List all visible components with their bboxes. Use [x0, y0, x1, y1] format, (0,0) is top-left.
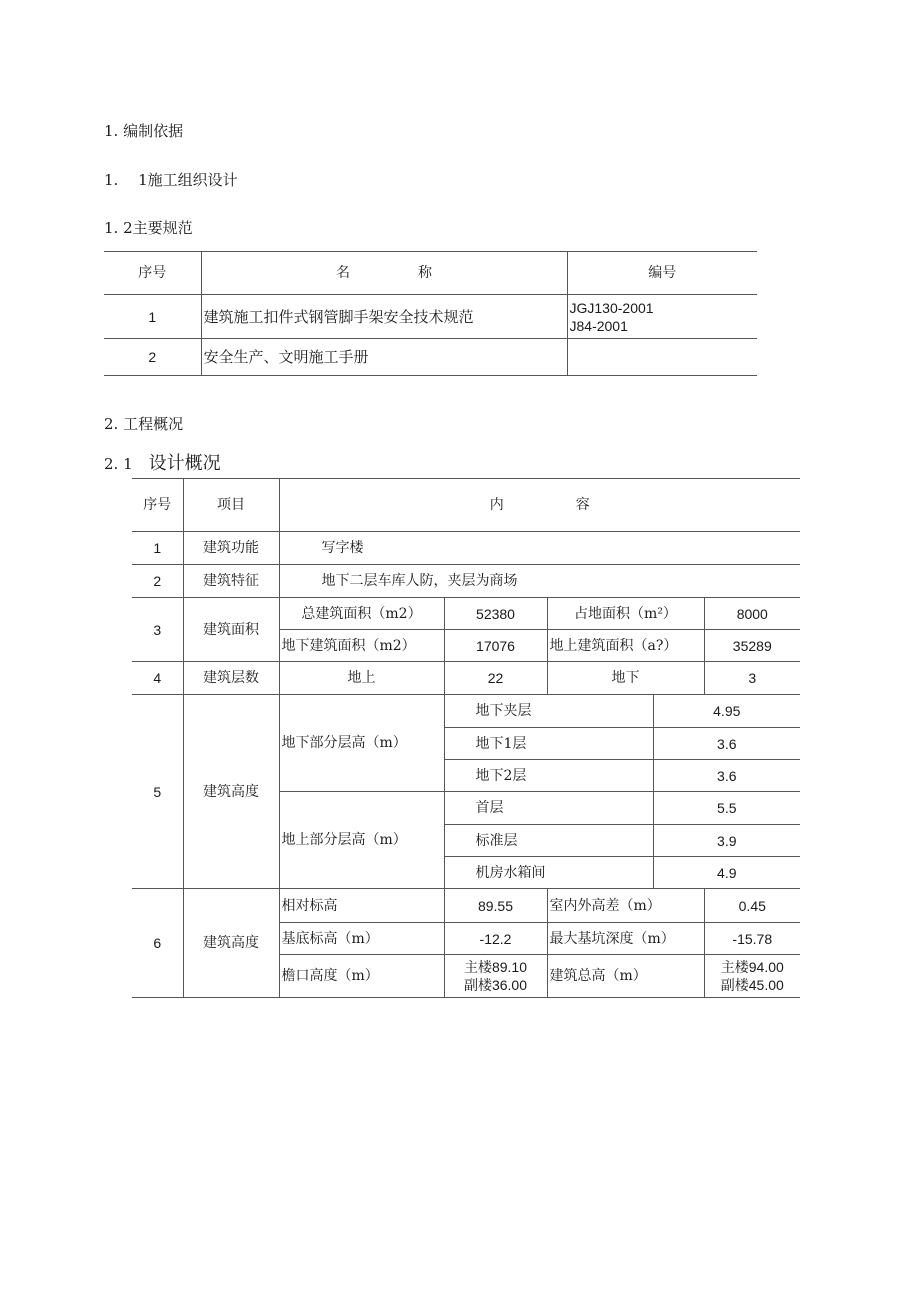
row-index: 2: [132, 565, 183, 598]
design-header-row: [132, 479, 800, 532]
design-header-content-a: 内: [489, 497, 504, 513]
norms-row-name: 建筑施工扣件式钢管脚手架安全技术规范: [201, 295, 567, 339]
floor-label: 地下夹层: [444, 695, 653, 728]
heading-basis: 1. 编制依据: [104, 122, 184, 140]
norms-row-code-2: J84-2001: [569, 317, 628, 334]
underground-area-value: 17076: [444, 630, 547, 662]
floors-under-label: 地下: [547, 662, 704, 695]
land-area-value: 8000: [704, 598, 800, 630]
norms-row-index: 1: [104, 295, 201, 339]
table-row: [104, 295, 757, 339]
heading-design-overview-title: 设计概况: [148, 453, 221, 474]
floor-height-value: 4.95: [653, 695, 800, 728]
table-row: [104, 339, 757, 376]
floor-height-value: 3.6: [653, 760, 800, 792]
total-height-label: 建筑总高（m）: [547, 955, 704, 998]
norms-row-code: [567, 339, 757, 376]
norms-row-index: 2: [104, 339, 201, 376]
heading-project-overview: 2. 工程概况: [104, 415, 184, 433]
norms-header-name: [201, 252, 567, 295]
eave-height-main: 主楼89.10: [463, 959, 528, 975]
row-item: 建筑层数: [183, 662, 279, 695]
max-pit-depth-label: 最大基坑深度（m）: [547, 923, 704, 955]
eave-height-sub: 副楼36.00: [463, 977, 528, 993]
floor-label: 首层: [444, 792, 653, 825]
row-index: 3: [132, 598, 183, 662]
building-feature-value: 地下二层车库人防，夹层为商场: [279, 565, 800, 598]
row-index: 4: [132, 662, 183, 695]
norms-header-name-b: 称: [418, 265, 432, 281]
norms-row-name: 安全生产、文明施工手册: [201, 339, 567, 376]
floor-label: 地下1层: [444, 728, 653, 760]
norms-row-code-1: JGJ130-2001: [569, 299, 654, 316]
design-overview-table: [132, 478, 800, 998]
floor-label: 机房水箱间: [444, 857, 653, 889]
floors-under-value: 3: [704, 662, 800, 695]
norms-row-code: [567, 295, 757, 339]
floor-height-value: 4.9: [653, 857, 800, 889]
floor-height-value: 3.6: [653, 728, 800, 760]
aboveground-area-label: 地上建筑面积（a?）: [547, 630, 704, 662]
floors-above-value: 22: [444, 662, 547, 695]
norms-header-row: [104, 252, 757, 295]
floor-height-value: 5.5: [653, 792, 800, 825]
row-item: 建筑高度: [183, 695, 279, 889]
base-elevation-label: 基底标高（m）: [279, 923, 444, 955]
building-function-value: 写字楼: [279, 532, 800, 565]
total-height-main: 主楼94.00: [720, 959, 784, 975]
row-index: 6: [132, 889, 183, 998]
row-item: 建筑特征: [183, 565, 279, 598]
relative-elevation-label: 相对标高: [279, 889, 444, 923]
row-item: 建筑面积: [183, 598, 279, 662]
total-area-value: 52380: [444, 598, 547, 630]
total-height-sub: 副楼45.00: [720, 977, 784, 993]
underground-height-group: 地下部分层高（m）: [279, 695, 444, 792]
norms-header-name-a: 名: [336, 265, 350, 281]
design-header-item: 项目: [183, 479, 279, 532]
table-row: [132, 565, 800, 598]
heading-design-overview: [104, 454, 221, 474]
row-item: 建筑高度: [183, 889, 279, 998]
floors-above-label: 地上: [279, 662, 444, 695]
row-index: 5: [132, 695, 183, 889]
land-area-label: 占地面积（m²）: [547, 598, 704, 630]
design-header-index: 序号: [132, 479, 183, 532]
design-header-content-b: 容: [575, 497, 590, 513]
underground-area-label: 地下建筑面积（m2）: [279, 630, 444, 662]
floor-label: 地下2层: [444, 760, 653, 792]
table-row: [132, 889, 800, 923]
norms-header-index: 序号: [104, 252, 201, 295]
table-row: [132, 532, 800, 565]
indoor-outdoor-diff-value: 0.45: [704, 889, 800, 923]
eave-height-value: [444, 955, 547, 998]
base-elevation-value: -12.2: [444, 923, 547, 955]
table-row: [132, 598, 800, 630]
aboveground-height-group: 地上部分层高（m）: [279, 792, 444, 889]
row-index: 1: [132, 532, 183, 565]
row-item: 建筑功能: [183, 532, 279, 565]
norms-table: [104, 251, 757, 376]
norms-header-code: 编号: [567, 252, 757, 295]
table-row: [132, 662, 800, 695]
eave-height-label: 檐口高度（m）: [279, 955, 444, 998]
total-area-label: 总建筑面积（m2）: [279, 598, 444, 630]
max-pit-depth-value: -15.78: [704, 923, 800, 955]
total-height-value: [704, 955, 800, 998]
relative-elevation-value: 89.55: [444, 889, 547, 923]
heading-main-norms: 1. 2主要规范: [104, 219, 193, 237]
floor-label: 标准层: [444, 825, 653, 857]
floor-height-value: 3.9: [653, 825, 800, 857]
heading-construction-design: 1. 1施工组织设计: [104, 171, 238, 189]
design-header-content: [279, 479, 800, 532]
table-row: [132, 695, 800, 728]
aboveground-area-value: 35289: [704, 630, 800, 662]
indoor-outdoor-diff-label: 室内外高差（m）: [547, 889, 704, 923]
heading-design-overview-num: 2. 1: [104, 455, 133, 473]
